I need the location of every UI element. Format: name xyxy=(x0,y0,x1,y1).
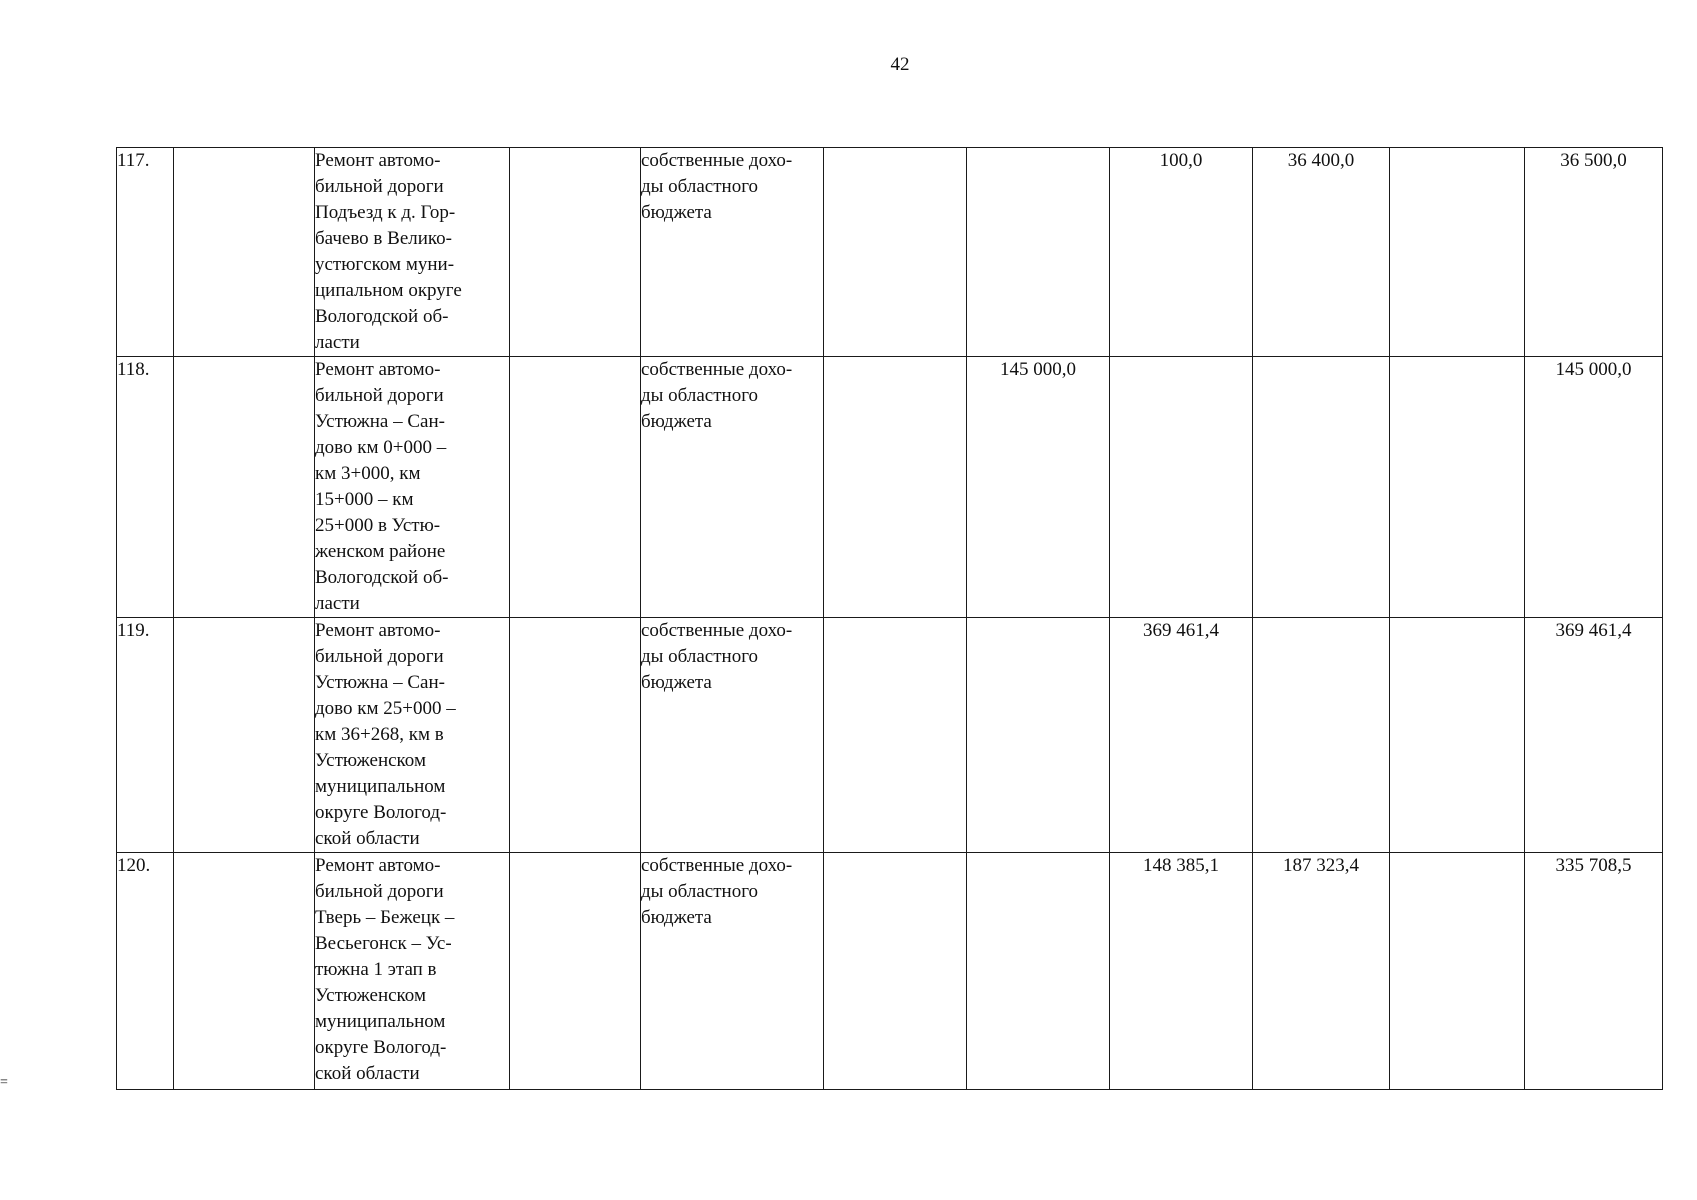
funding-source-line: бюджета xyxy=(641,202,712,223)
row-number: 117. xyxy=(117,148,174,357)
object-title-line: устюгском муни- xyxy=(315,254,455,275)
funding-source-line: ды областного xyxy=(641,176,759,197)
object-title-line: Вологодской об- xyxy=(315,567,449,588)
table-row xyxy=(117,148,1663,357)
funding-source xyxy=(641,148,824,357)
object-title-line: округе Вологод- xyxy=(315,802,447,823)
object-title-line: ласти xyxy=(315,593,360,614)
funding-source-line: собственные дохо- xyxy=(641,855,793,876)
total-value: 335 708,5 xyxy=(1525,853,1663,1090)
object-title-line: бильной дороги xyxy=(315,646,444,667)
funding-source-line: ды областного xyxy=(641,385,759,406)
value-v5 xyxy=(1390,357,1525,618)
table-row xyxy=(117,357,1663,618)
object-title-line: муниципальном xyxy=(315,1011,446,1032)
funding-source-line: ды областного xyxy=(641,646,759,667)
value-v4 xyxy=(1253,357,1390,618)
object-title-line: тюжна 1 этап в xyxy=(315,959,437,980)
value-v2 xyxy=(967,853,1110,1090)
funding-source-line: собственные дохо- xyxy=(641,620,793,641)
funding-source-line: бюджета xyxy=(641,411,712,432)
value-v5 xyxy=(1390,618,1525,853)
funding-source-line: ды областного xyxy=(641,881,759,902)
page-number: 42 xyxy=(890,54,910,75)
table-row xyxy=(117,618,1663,853)
value-v1 xyxy=(824,853,967,1090)
value-v2 xyxy=(967,618,1110,853)
object-title-line: дово км 25+000 – xyxy=(315,698,456,719)
object-title-line: Ремонт автомо- xyxy=(315,620,441,641)
value-v3 xyxy=(1110,357,1253,618)
empty-cell xyxy=(510,357,641,618)
object-title-line: ципальном округе xyxy=(315,280,462,301)
budget-table xyxy=(116,147,1663,1090)
value-v4 xyxy=(1253,618,1390,853)
value-v1 xyxy=(824,148,967,357)
empty-cell xyxy=(510,618,641,853)
object-title-line: бачево в Велико- xyxy=(315,228,452,249)
table-row xyxy=(117,853,1663,1090)
empty-cell xyxy=(174,148,315,357)
value-v4: 187 323,4 xyxy=(1253,853,1390,1090)
object-title-line: Подъезд к д. Гор- xyxy=(315,202,456,223)
object-title-line: Тверь – Бежецк – xyxy=(315,907,455,928)
funding-source-line: собственные дохо- xyxy=(641,150,793,171)
margin-mark: = xyxy=(0,1075,8,1090)
value-v3: 100,0 xyxy=(1110,148,1253,357)
object-title-line: км 3+000, км xyxy=(315,463,421,484)
value-v5 xyxy=(1390,853,1525,1090)
value-v1 xyxy=(824,357,967,618)
value-v2 xyxy=(967,148,1110,357)
object-title-line: Ремонт автомо- xyxy=(315,150,441,171)
object-title-line: Устюжна – Сан- xyxy=(315,411,445,432)
object-title-line: женском районе xyxy=(315,541,446,562)
value-v3: 369 461,4 xyxy=(1110,618,1253,853)
total-value: 36 500,0 xyxy=(1525,148,1663,357)
object-title-line: Устюжна – Сан- xyxy=(315,672,445,693)
empty-cell xyxy=(510,853,641,1090)
funding-source xyxy=(641,853,824,1090)
funding-source-line: бюджета xyxy=(641,672,712,693)
empty-cell xyxy=(174,357,315,618)
funding-source-line: бюджета xyxy=(641,907,712,928)
value-v3: 148 385,1 xyxy=(1110,853,1253,1090)
empty-cell xyxy=(174,853,315,1090)
funding-source xyxy=(641,618,824,853)
object-title-line: бильной дороги xyxy=(315,881,444,902)
object-title-line: Ремонт автомо- xyxy=(315,359,441,380)
object-title-line: км 36+268, км в xyxy=(315,724,444,745)
empty-cell xyxy=(510,148,641,357)
object-title-line: Ремонт автомо- xyxy=(315,855,441,876)
object-title-line: ской области xyxy=(315,828,420,849)
object-title xyxy=(315,618,510,853)
object-title-line: округе Вологод- xyxy=(315,1037,447,1058)
object-title-line: муниципальном xyxy=(315,776,446,797)
object-title-line: дово км 0+000 – xyxy=(315,437,447,458)
object-title-line: Устюженском xyxy=(315,985,426,1006)
total-value: 145 000,0 xyxy=(1525,357,1663,618)
object-title-line: Весьегонск – Ус- xyxy=(315,933,452,954)
object-title-line: бильной дороги xyxy=(315,176,444,197)
funding-source xyxy=(641,357,824,618)
object-title xyxy=(315,357,510,618)
object-title-line: ласти xyxy=(315,332,360,353)
object-title-line: бильной дороги xyxy=(315,385,444,406)
object-title-line: 25+000 в Устю- xyxy=(315,515,441,536)
funding-source-line: собственные дохо- xyxy=(641,359,793,380)
value-v5 xyxy=(1390,148,1525,357)
object-title-line: ской области xyxy=(315,1063,420,1084)
value-v2: 145 000,0 xyxy=(967,357,1110,618)
value-v1 xyxy=(824,618,967,853)
object-title xyxy=(315,853,510,1090)
row-number: 120. xyxy=(117,853,174,1090)
row-number: 118. xyxy=(117,357,174,618)
object-title-line: Вологодской об- xyxy=(315,306,449,327)
object-title-line: Устюженском xyxy=(315,750,426,771)
object-title-line: 15+000 – км xyxy=(315,489,414,510)
row-number: 119. xyxy=(117,618,174,853)
total-value: 369 461,4 xyxy=(1525,618,1663,853)
object-title xyxy=(315,148,510,357)
empty-cell xyxy=(174,618,315,853)
value-v4: 36 400,0 xyxy=(1253,148,1390,357)
